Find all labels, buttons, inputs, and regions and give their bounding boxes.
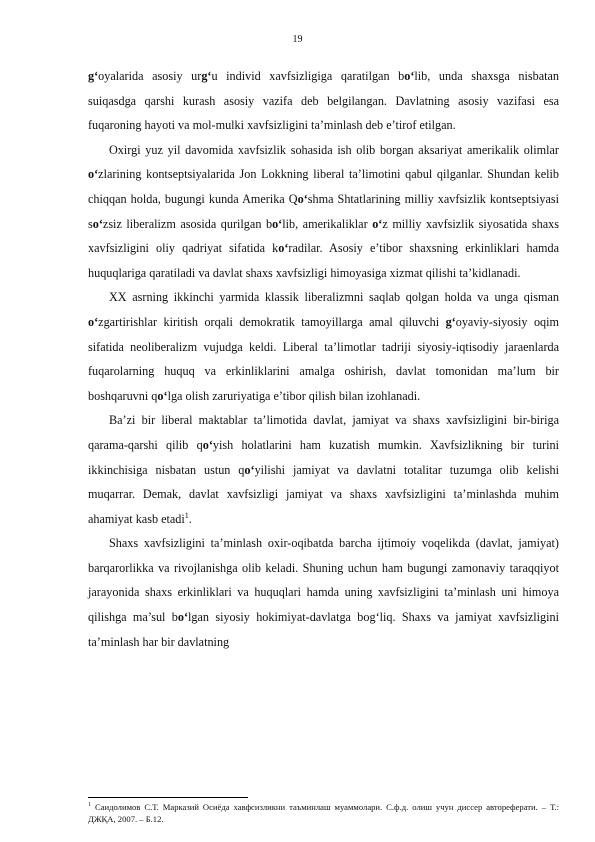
text-run: shma Shtatlarining milliy xavfsizlik kontseptsiyasi s xyxy=(88,191,559,231)
text-run: radilar. Asosiy e’tibor shaxsning erkinliklari hamda huquqlariga qaratiladi va davlat shaxs xavfsizligi himoyasiga xizmat qilishi ta’kidlanadi. xyxy=(88,241,559,280)
bold-letter: o‘ xyxy=(272,216,283,231)
footnote-marker: 1 xyxy=(88,802,91,809)
bold-letter: o‘ xyxy=(157,388,168,403)
bold-letter: o‘ xyxy=(88,167,99,182)
text-run: zsiz liberalizm asosida qurilgan b xyxy=(102,216,273,231)
text-run: zgartirishlar kiritish orqali demokratik tamoyillarga amal qiluvchi xyxy=(98,314,446,329)
paragraph xyxy=(88,285,559,408)
bold-letter: o‘ xyxy=(372,216,383,231)
text-run: oyaviy-siyosiy oqim sifatida neoliberalizm vujudga keldi. Liberal ta’limotlar tadriji siyosiy-iqtisodiy jaraenlarda fuqarolarning huquq va erkinliklarini amalga oshirish, davlat tomonidan ma’lum bir boshqaruvni q xyxy=(88,314,559,403)
text-run: z milliy xavfsizlik siyosatida shaxs xavfsizligini oliy qadriyat sifatida k xyxy=(88,216,559,256)
bold-letter: g‘ xyxy=(88,69,99,83)
footnote-text: Саидолимов С.Т. Марказий Осиёда хавфсизликни таъминлаш муаммолари. С.ф.д. олиш учун диссер автореферати. – Т.: ДЖҚА, 2007. – Б.12. xyxy=(88,802,559,824)
text-run: yish holatlarini ham kuzatish mumkin. Xavfsizlikning bir turini ikkinchisiga nisbatan ustun q xyxy=(88,437,559,477)
text-run: lib, amerikaliklar xyxy=(282,216,373,231)
text-run: u individ xavfsizligiga qaratilgan b xyxy=(211,69,405,83)
page-number: 19 xyxy=(292,34,303,45)
text-run: Shaxs xavfsizligini ta’minlash oxir-oqibatda barcha ijtimoiy voqelikda (davlat, jamiyat) barqarorlikka va rivojlanishga olib keladi. Shuning uchun ham bugungi zamonaviy taraqqiyot jarayonida shaxs erkinliklari va huquqlari hamda uning xavfsizligini ta’minlash uni himoya qilishga ma’sul b xyxy=(88,536,559,625)
text-run: lga olish zaruriyatiga e’tibor qilish bilan izohlanadi. xyxy=(167,388,421,403)
bold-letter: o‘ xyxy=(297,191,308,206)
bold-letter: o‘ xyxy=(278,241,289,256)
bold-letter: o‘ xyxy=(244,462,255,477)
paragraph xyxy=(88,408,559,531)
bold-letter: g‘ xyxy=(201,69,212,83)
main-text xyxy=(88,64,559,654)
text-run: . xyxy=(188,511,192,526)
text-run: XX asrning ikkinchi yarmida klassik liberalizmni saqlab qolgan holda va unga qisman xyxy=(109,290,559,305)
footnote xyxy=(88,801,559,825)
paragraph xyxy=(88,531,559,654)
text-run: Oxirgi yuz yil davomida xavfsizlik sohasida ish olib borgan aksariyat amerikalik olimlar xyxy=(109,142,559,157)
bold-letter: g‘ xyxy=(445,314,456,329)
text-run: lib, unda shaxsga nisbatan suiqasdga qarshi kurash asosiy vazifa deb belgilangan. Davlatning asosiy vazifasi esa fuqaroning hayoti va mol-mulki xavfsizligini ta’minlash deb e’tirof etilgan. xyxy=(88,69,559,133)
bold-letter: o‘ xyxy=(88,314,99,329)
text-run: zlarining kontseptsiyalarida Jon Lokkning liberal ta’limotini qabul qilganlar. Shundan kelib chiqqan holda, bugungi kunda Amerika Q xyxy=(88,167,559,206)
bold-letter: o‘ xyxy=(202,437,213,452)
text-run: oyalarida asosiy ur xyxy=(98,69,202,83)
text-run: Ba’zi bir liberal maktablar ta’limotida davlat, jamiyat va shaxs xavfsizligini bir-biriga qarama-qarshi qilib q xyxy=(88,413,559,452)
bold-letter: o‘ xyxy=(92,216,103,231)
text-run: yilishi jamiyat va davlatni totalitar tuzumga olib kelishi muqarrar. Demak, davlat xavfsizligi jamiyat va shaxs xavfsizligini ta’minlashda muhim ahamiyat kasb etadi xyxy=(88,462,559,526)
bold-letter: o‘ xyxy=(404,69,415,83)
footnote-reference: 1 xyxy=(184,510,189,520)
bold-letter: o‘ xyxy=(177,610,189,625)
paragraph xyxy=(88,64,559,138)
paragraph xyxy=(88,138,559,286)
text-run: lgan siyosiy hokimiyat-davlatga bog‘liq. Shaxs va jamiyat xavfsizligini ta’minlash har bir davlatning xyxy=(88,610,559,649)
footnote-separator xyxy=(88,797,248,798)
